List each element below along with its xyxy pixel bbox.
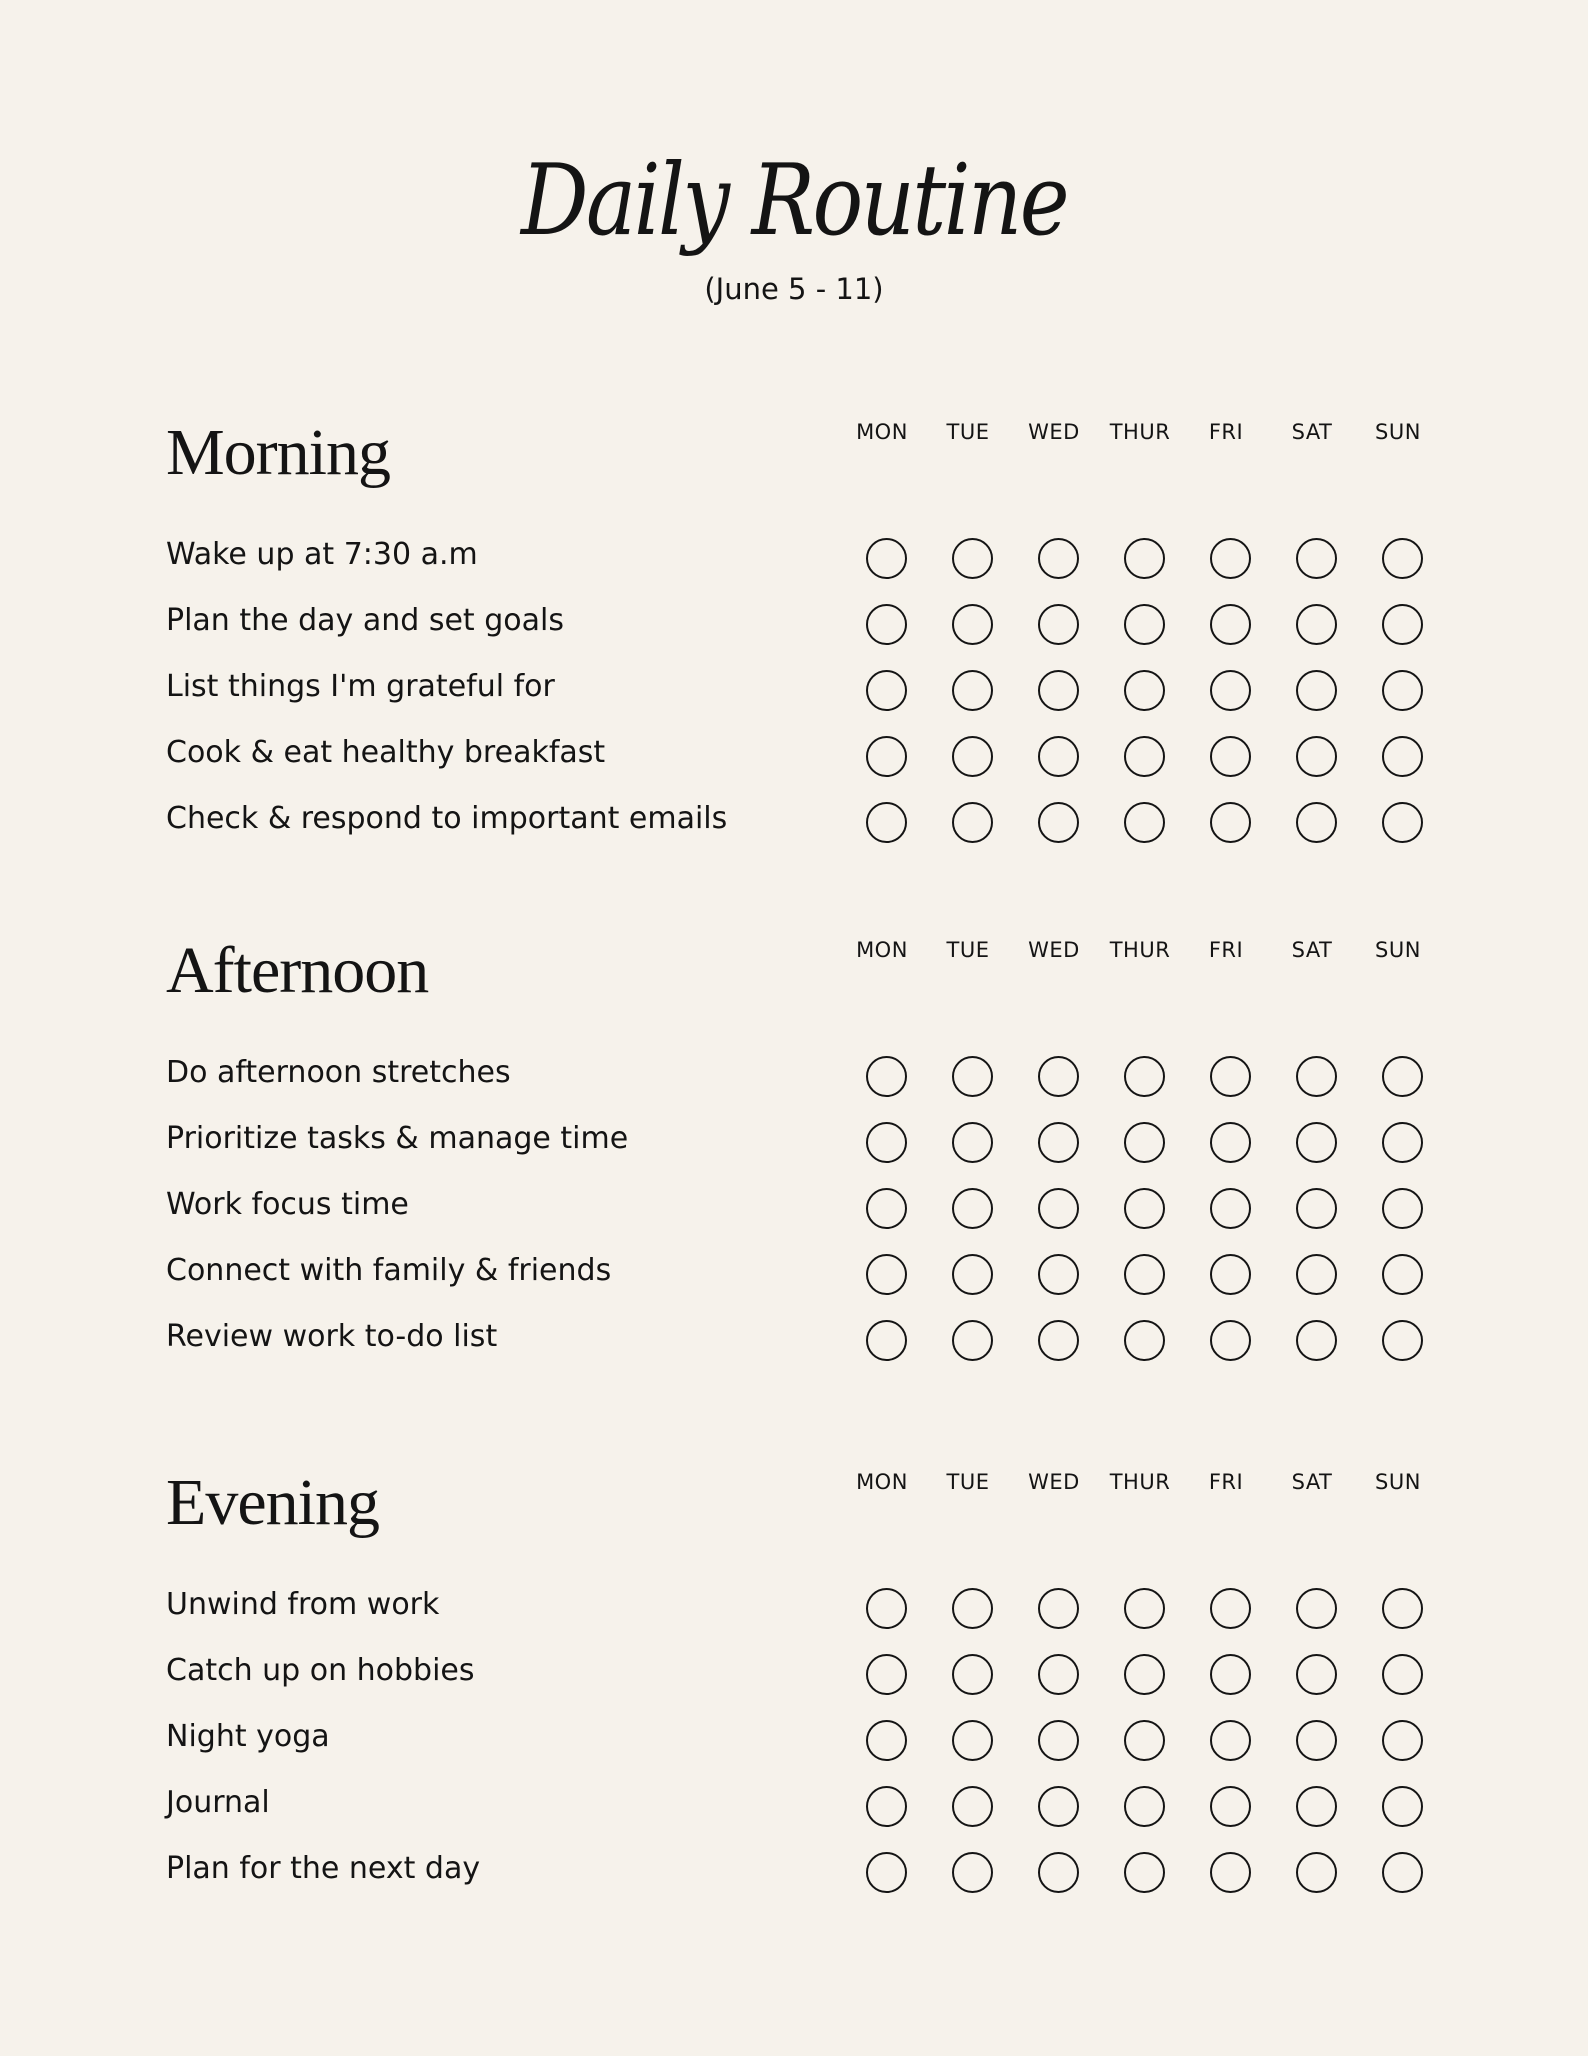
day-label-thur: THUR	[1109, 420, 1171, 444]
day-label-tue: TUE	[946, 420, 990, 444]
checkbox-thur[interactable]	[1124, 604, 1165, 645]
checkbox-sun[interactable]	[1382, 1654, 1423, 1695]
checkbox-thur[interactable]	[1124, 1852, 1165, 1893]
checkbox-fri[interactable]	[1210, 1254, 1251, 1295]
day-header	[840, 938, 1440, 968]
checkbox-sun[interactable]	[1382, 1852, 1423, 1893]
checkbox-wed[interactable]	[1038, 1720, 1079, 1761]
checkbox-mon[interactable]	[866, 1852, 907, 1893]
section-title: Morning	[166, 416, 390, 489]
checkbox-sun[interactable]	[1382, 670, 1423, 711]
checkbox-tue[interactable]	[952, 670, 993, 711]
checkbox-wed[interactable]	[1038, 670, 1079, 711]
task-row	[0, 602, 1588, 668]
checkbox-fri[interactable]	[1210, 1056, 1251, 1097]
checkbox-thur[interactable]	[1124, 1254, 1165, 1295]
task-label: Work focus time	[166, 1187, 409, 1222]
checkbox-wed[interactable]	[1038, 604, 1079, 645]
checkbox-tue[interactable]	[952, 1654, 993, 1695]
checkbox-wed[interactable]	[1038, 1056, 1079, 1097]
checkbox-sat[interactable]	[1296, 736, 1337, 777]
checkbox-wed[interactable]	[1038, 1122, 1079, 1163]
checkbox-mon[interactable]	[866, 802, 907, 843]
day-header	[840, 420, 1440, 450]
day-label-sun: SUN	[1375, 1470, 1421, 1494]
checkbox-fri[interactable]	[1210, 604, 1251, 645]
section-afternoon	[0, 934, 1588, 1438]
checkbox-mon[interactable]	[866, 1786, 907, 1827]
checkbox-sat[interactable]	[1296, 1320, 1337, 1361]
task-row	[0, 1586, 1588, 1652]
task-label: Unwind from work	[166, 1587, 440, 1622]
checkbox-tue[interactable]	[952, 802, 993, 843]
day-label-fri: FRI	[1208, 420, 1244, 444]
checkbox-thur[interactable]	[1124, 1588, 1165, 1629]
checkbox-fri[interactable]	[1210, 1188, 1251, 1229]
checkbox-mon[interactable]	[866, 604, 907, 645]
checkbox-thur[interactable]	[1124, 736, 1165, 777]
task-row	[0, 1718, 1588, 1784]
day-label-fri: FRI	[1208, 1470, 1244, 1494]
checkbox-fri[interactable]	[1210, 802, 1251, 843]
checkbox-sun[interactable]	[1382, 1720, 1423, 1761]
task-label: Plan the day and set goals	[166, 603, 564, 638]
page-title: Daily Routine	[520, 144, 1068, 258]
checkbox-sun[interactable]	[1382, 1786, 1423, 1827]
checkbox-sat[interactable]	[1296, 1188, 1337, 1229]
day-label-sun: SUN	[1375, 938, 1421, 962]
task-row	[0, 668, 1588, 734]
task-label: Check & respond to important emails	[166, 801, 728, 836]
checkbox-sun[interactable]	[1382, 1588, 1423, 1629]
checkbox-sat[interactable]	[1296, 604, 1337, 645]
task-label: Journal	[166, 1785, 270, 1820]
checkbox-tue[interactable]	[952, 1254, 993, 1295]
checkbox-sun[interactable]	[1382, 736, 1423, 777]
checkbox-fri[interactable]	[1210, 1320, 1251, 1361]
checkbox-wed[interactable]	[1038, 736, 1079, 777]
checkbox-sat[interactable]	[1296, 1122, 1337, 1163]
checkbox-tue[interactable]	[952, 1122, 993, 1163]
checkbox-tue[interactable]	[952, 604, 993, 645]
checkbox-fri[interactable]	[1210, 1786, 1251, 1827]
task-label: Connect with family & friends	[166, 1253, 612, 1288]
checkbox-thur[interactable]	[1124, 1188, 1165, 1229]
day-label-thur: THUR	[1109, 1470, 1171, 1494]
checkbox-mon[interactable]	[866, 1654, 907, 1695]
checkbox-mon[interactable]	[866, 736, 907, 777]
checkbox-sun[interactable]	[1382, 1254, 1423, 1295]
checkbox-wed[interactable]	[1038, 1654, 1079, 1695]
checkbox-tue[interactable]	[952, 1786, 993, 1827]
task-row	[0, 1186, 1588, 1252]
checkbox-mon[interactable]	[866, 1188, 907, 1229]
day-header	[840, 1470, 1440, 1500]
checkbox-tue[interactable]	[952, 1588, 993, 1629]
checkbox-mon[interactable]	[866, 670, 907, 711]
checkbox-wed[interactable]	[1038, 1320, 1079, 1361]
checkbox-sun[interactable]	[1382, 604, 1423, 645]
checkbox-fri[interactable]	[1210, 538, 1251, 579]
checkbox-sun[interactable]	[1382, 1188, 1423, 1229]
checkbox-fri[interactable]	[1210, 1654, 1251, 1695]
checkbox-fri[interactable]	[1210, 736, 1251, 777]
task-label: Night yoga	[166, 1719, 330, 1754]
checkbox-sat[interactable]	[1296, 1654, 1337, 1695]
task-row	[0, 1120, 1588, 1186]
checkbox-sat[interactable]	[1296, 1720, 1337, 1761]
day-label-wed: WED	[1028, 420, 1080, 444]
task-label: Wake up at 7:30 a.m	[166, 537, 478, 572]
checkbox-mon[interactable]	[866, 1588, 907, 1629]
checkbox-thur[interactable]	[1124, 1056, 1165, 1097]
day-label-wed: WED	[1028, 938, 1080, 962]
checkbox-wed[interactable]	[1038, 1786, 1079, 1827]
checkbox-fri[interactable]	[1210, 1852, 1251, 1893]
checkbox-fri[interactable]	[1210, 1122, 1251, 1163]
checkbox-sat[interactable]	[1296, 1254, 1337, 1295]
checkbox-tue[interactable]	[952, 736, 993, 777]
task-row	[0, 536, 1588, 602]
checkbox-wed[interactable]	[1038, 1254, 1079, 1295]
day-label-mon: MON	[856, 938, 908, 962]
day-label-tue: TUE	[946, 1470, 990, 1494]
checkbox-sat[interactable]	[1296, 1056, 1337, 1097]
checkbox-tue[interactable]	[952, 1056, 993, 1097]
day-label-fri: FRI	[1208, 938, 1244, 962]
section-title: Afternoon	[166, 934, 429, 1007]
task-row	[0, 800, 1588, 866]
task-row	[0, 1318, 1588, 1384]
checkbox-thur[interactable]	[1124, 1654, 1165, 1695]
checkbox-sat[interactable]	[1296, 802, 1337, 843]
task-row	[0, 1252, 1588, 1318]
checkbox-sat[interactable]	[1296, 1852, 1337, 1893]
day-label-sun: SUN	[1375, 420, 1421, 444]
checkbox-tue[interactable]	[952, 1852, 993, 1893]
checkbox-thur[interactable]	[1124, 1786, 1165, 1827]
checkbox-tue[interactable]	[952, 1320, 993, 1361]
checkbox-sat[interactable]	[1296, 1786, 1337, 1827]
day-label-sat: SAT	[1291, 1470, 1333, 1494]
checkbox-fri[interactable]	[1210, 670, 1251, 711]
task-label: Cook & eat healthy breakfast	[166, 735, 606, 770]
checkbox-wed[interactable]	[1038, 1588, 1079, 1629]
checkbox-tue[interactable]	[952, 1188, 993, 1229]
checkbox-thur[interactable]	[1124, 1720, 1165, 1761]
day-label-sat: SAT	[1291, 420, 1333, 444]
task-row	[0, 1784, 1588, 1850]
task-label: Catch up on hobbies	[166, 1653, 475, 1688]
task-label: Prioritize tasks & manage time	[166, 1121, 629, 1156]
task-label: List things I'm grateful for	[166, 669, 555, 704]
section-morning	[0, 416, 1588, 920]
section-evening	[0, 1466, 1588, 1970]
task-label: Review work to-do list	[166, 1319, 498, 1354]
checkbox-sun[interactable]	[1382, 538, 1423, 579]
task-row	[0, 1850, 1588, 1916]
day-label-sat: SAT	[1291, 938, 1333, 962]
checkbox-sat[interactable]	[1296, 1588, 1337, 1629]
task-label: Do afternoon stretches	[166, 1055, 511, 1090]
checkbox-mon[interactable]	[866, 1122, 907, 1163]
checkbox-sat[interactable]	[1296, 538, 1337, 579]
section-title: Evening	[166, 1466, 379, 1539]
checkbox-mon[interactable]	[866, 1720, 907, 1761]
checkbox-fri[interactable]	[1210, 1588, 1251, 1629]
checkbox-mon[interactable]	[866, 1056, 907, 1097]
day-label-wed: WED	[1028, 1470, 1080, 1494]
checkbox-sun[interactable]	[1382, 1320, 1423, 1361]
checkbox-thur[interactable]	[1124, 1122, 1165, 1163]
checkbox-sat[interactable]	[1296, 670, 1337, 711]
task-row	[0, 734, 1588, 800]
checkbox-fri[interactable]	[1210, 1720, 1251, 1761]
checkbox-wed[interactable]	[1038, 1852, 1079, 1893]
day-label-mon: MON	[856, 420, 908, 444]
day-label-tue: TUE	[946, 938, 990, 962]
checkbox-thur[interactable]	[1124, 670, 1165, 711]
checkbox-thur[interactable]	[1124, 802, 1165, 843]
checkbox-thur[interactable]	[1124, 1320, 1165, 1361]
task-row	[0, 1054, 1588, 1120]
day-label-mon: MON	[856, 1470, 908, 1494]
checkbox-tue[interactable]	[952, 1720, 993, 1761]
checkbox-mon[interactable]	[866, 1254, 907, 1295]
checkbox-mon[interactable]	[866, 1320, 907, 1361]
checkbox-wed[interactable]	[1038, 538, 1079, 579]
checkbox-sun[interactable]	[1382, 802, 1423, 843]
checkbox-thur[interactable]	[1124, 538, 1165, 579]
checkbox-wed[interactable]	[1038, 1188, 1079, 1229]
checkbox-wed[interactable]	[1038, 802, 1079, 843]
page-subtitle: (June 5 - 11)	[704, 272, 884, 306]
checkbox-sun[interactable]	[1382, 1122, 1423, 1163]
checkbox-sun[interactable]	[1382, 1056, 1423, 1097]
checkbox-mon[interactable]	[866, 538, 907, 579]
task-label: Plan for the next day	[166, 1851, 481, 1886]
task-row	[0, 1652, 1588, 1718]
checkbox-tue[interactable]	[952, 538, 993, 579]
day-label-thur: THUR	[1109, 938, 1171, 962]
